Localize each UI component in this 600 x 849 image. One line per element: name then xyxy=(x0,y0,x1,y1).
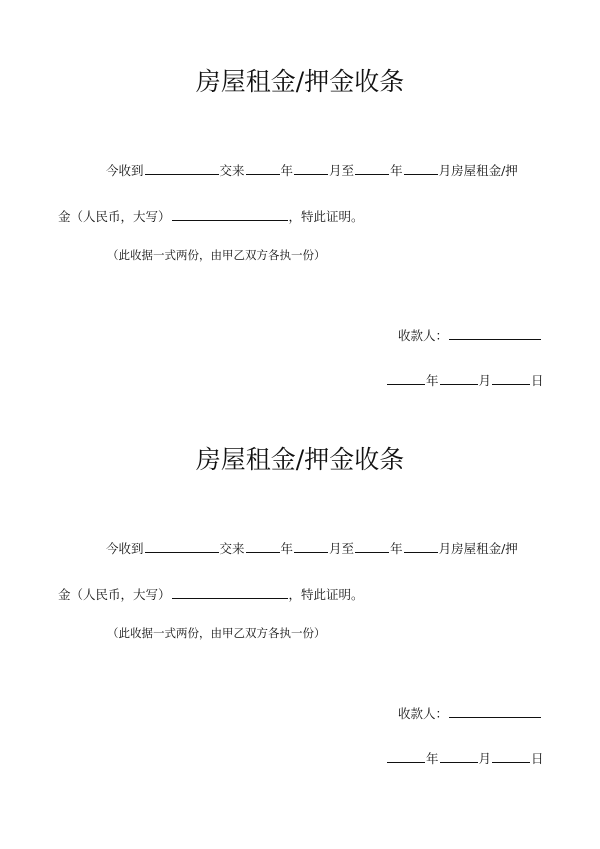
amount-label: 金（人民币，大写） xyxy=(58,587,171,602)
payee-label: 收款人： xyxy=(398,706,449,721)
receipt-2 xyxy=(0,378,600,798)
paid-in-label: 交来 xyxy=(219,541,245,556)
amount-label: 金（人民币，大写） xyxy=(58,209,171,224)
payee-label: 收款人： xyxy=(398,328,449,343)
rent-deposit-label: 月房屋租金/押 xyxy=(438,163,518,178)
payee-line xyxy=(398,327,542,344)
date-day-blank[interactable] xyxy=(492,750,530,763)
start-year-blank[interactable] xyxy=(246,162,280,175)
payer-name-blank[interactable] xyxy=(145,540,219,553)
payee-line xyxy=(398,705,542,722)
end-month-blank[interactable] xyxy=(404,540,438,553)
date-day-label: 日 xyxy=(531,751,544,766)
date-month-label: 月 xyxy=(478,751,492,766)
year-label: 年 xyxy=(390,163,403,178)
receipt-title: 房屋租金/押金收条 xyxy=(195,445,405,474)
amount-line xyxy=(58,208,364,225)
month-to-label: 月至 xyxy=(329,541,355,556)
date-year-label: 年 xyxy=(426,373,439,388)
amount-line xyxy=(58,586,364,603)
end-year-blank[interactable] xyxy=(355,162,389,175)
date-month-blank[interactable] xyxy=(440,750,478,763)
amount-blank[interactable] xyxy=(172,586,288,599)
received-from-line xyxy=(106,540,518,557)
end-year-blank[interactable] xyxy=(355,540,389,553)
start-month-blank[interactable] xyxy=(294,162,328,175)
copies-note: （此收据一式两份，由甲乙双方各执一份） xyxy=(107,248,326,262)
receipt-1 xyxy=(0,0,600,420)
amount-blank[interactable] xyxy=(172,208,288,221)
start-month-blank[interactable] xyxy=(294,540,328,553)
copies-note: （此收据一式两份，由甲乙双方各执一份） xyxy=(107,626,326,640)
receipt-title: 房屋租金/押金收条 xyxy=(195,67,405,96)
rent-deposit-label: 月房屋租金/押 xyxy=(438,541,518,556)
date-month-label: 月 xyxy=(478,373,492,388)
year-label: 年 xyxy=(280,541,294,556)
date-day-label: 日 xyxy=(531,373,544,388)
date-line xyxy=(386,750,544,767)
certify-label: ，特此证明。 xyxy=(288,209,364,224)
payee-blank[interactable] xyxy=(449,327,541,340)
certify-label: ，特此证明。 xyxy=(288,587,364,602)
year-label: 年 xyxy=(280,163,294,178)
year-label: 年 xyxy=(390,541,403,556)
received-label: 今收到 xyxy=(106,541,144,556)
paid-in-label: 交来 xyxy=(219,163,245,178)
payer-name-blank[interactable] xyxy=(145,162,219,175)
date-year-label: 年 xyxy=(426,751,439,766)
start-year-blank[interactable] xyxy=(246,540,280,553)
date-year-blank[interactable] xyxy=(387,750,425,763)
received-from-line xyxy=(106,162,518,179)
end-month-blank[interactable] xyxy=(404,162,438,175)
received-label: 今收到 xyxy=(106,163,144,178)
payee-blank[interactable] xyxy=(449,705,541,718)
month-to-label: 月至 xyxy=(329,163,355,178)
